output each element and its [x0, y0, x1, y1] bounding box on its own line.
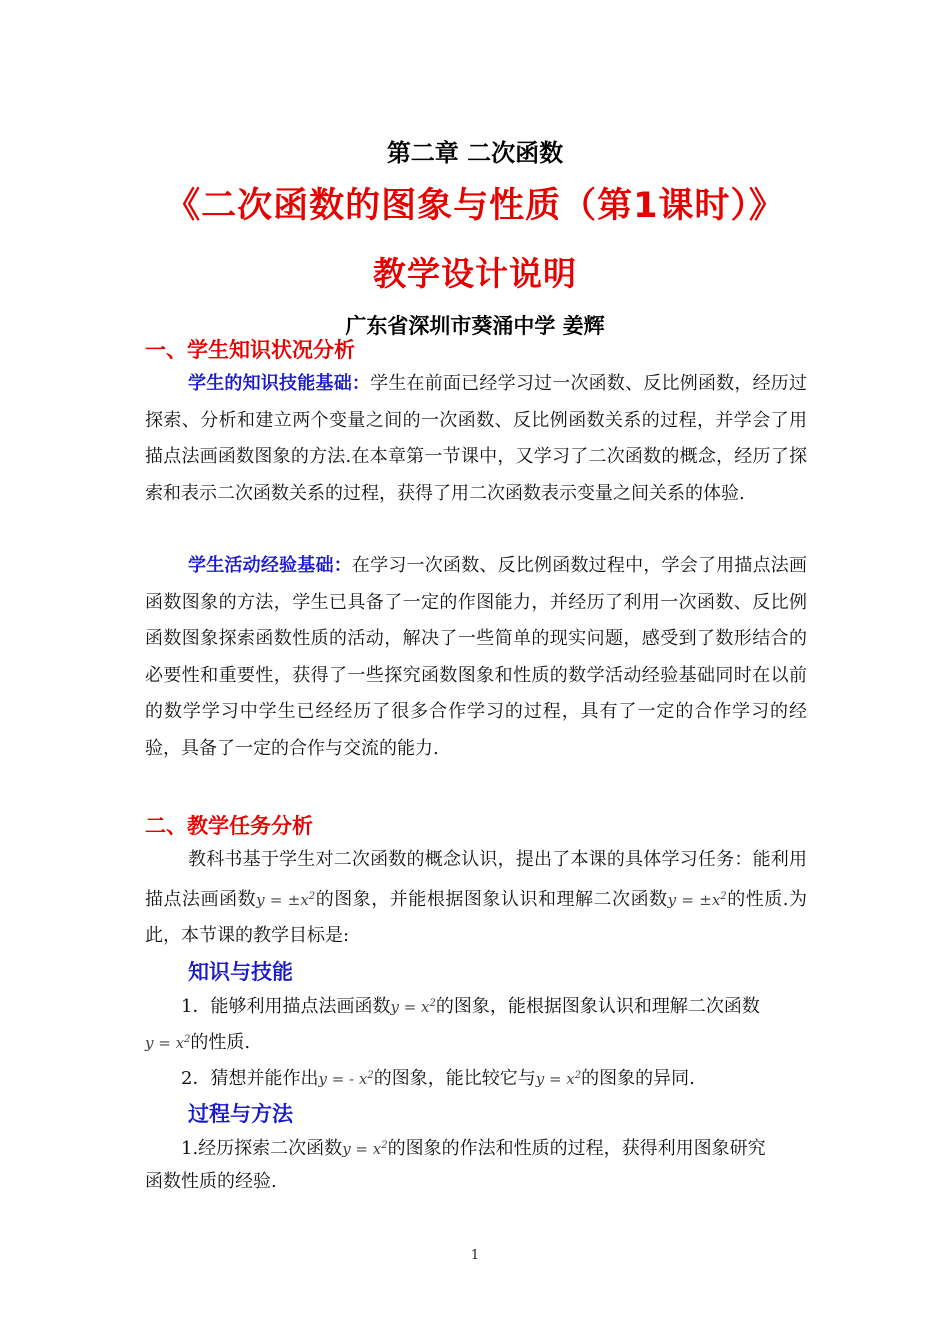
paragraph-text: 的图象，并能根据图象认识和理解二次函数: [315, 888, 668, 910]
lesson-title: 《二次函数的图象与性质（第1课时）》: [165, 186, 785, 226]
paragraph-text: 在学习一次函数、反比例函数过程中，学会了用描点法画函数图象的方法，学生已具备了一定的作图能力，并经历了利用一次函数、反比例函数图象探索函数性质的活动，解决了一些简单的现实问题，感受到了数形结合的必要性和重要性，获得了一些探究函数图象和性质的数学活动经验基础同时在以前的数学学习中学生已经经历了很多合作学习的过程，具有了一定的合作学习的经验，具备了一定的合作与交流的能力.: [145, 555, 808, 759]
page-number: 1: [470, 1248, 480, 1263]
math-formula: $y = \pm x^2$: [256, 890, 316, 909]
chapter-heading: 第二章 二次函数: [386, 139, 564, 167]
math-formula: $y = x^2$: [145, 1034, 191, 1052]
goal-item-2: 2．猜想并能作出y = - $x^2$的图象，能比较它与$y = x^2$的图象的异同.: [181, 1068, 695, 1089]
math-formula: $y = x^2$: [342, 1140, 388, 1158]
paragraph-text: 的性质.为此，本节课的教学目标是:: [145, 888, 808, 946]
section-heading-1: 一、学生知识状况分析: [145, 338, 355, 362]
paragraph-task-analysis: [145, 842, 807, 955]
math-formula: $y = \pm x^2$: [667, 890, 727, 909]
author-line: 广东省深圳市葵涌中学 姜辉: [345, 314, 605, 338]
paragraph-knowledge-basis: [145, 366, 807, 512]
method-item-1-continued: 函数性质的经验.: [145, 1171, 277, 1192]
paragraph-lead: 学生的知识技能基础：: [188, 373, 371, 394]
goal-item-1: 1．能够利用描点法画函数$y = x^2$的图象，能根据图象认识和理解二次函数: [181, 996, 760, 1017]
subheading-knowledge-skills: 知识与技能: [188, 960, 293, 984]
goal-item-1-continued: $y = x^2$的性质.: [145, 1032, 251, 1053]
paragraph-text: 学生在前面已经学习过一次函数、反比例函数，经历过探索、分析和建立两个变量之间的一次函数、反比例函数关系的过程，并学会了用描点法画函数图象的方法.在本章第一节课中，又学习了二次函数的概念，经历了探索和表示二次函数关系的过程，获得了用二次函数表示变量之间关系的体验.: [145, 373, 808, 504]
math-formula: y = - $x^2$: [318, 1070, 374, 1088]
document-subtitle: 教学设计说明: [373, 254, 577, 293]
paragraph-lead: 学生活动经验基础：: [188, 555, 352, 576]
math-formula: $y = x^2$: [390, 998, 436, 1016]
math-formula: $y = x^2$: [535, 1070, 582, 1088]
method-item-1: 1.经历探索二次函数$y = x^2$的图象的作法和性质的过程，获得利用图象研究: [181, 1138, 766, 1159]
subheading-process-method: 过程与方法: [188, 1102, 293, 1126]
section-heading-2: 二、教学任务分析: [145, 814, 313, 838]
paragraph-text: 教科书基于学生对二次函数的概念认识，提出了本课的具体学习任务：能利用描点法画函数: [145, 849, 807, 910]
paragraph-activity-basis: [145, 548, 807, 767]
